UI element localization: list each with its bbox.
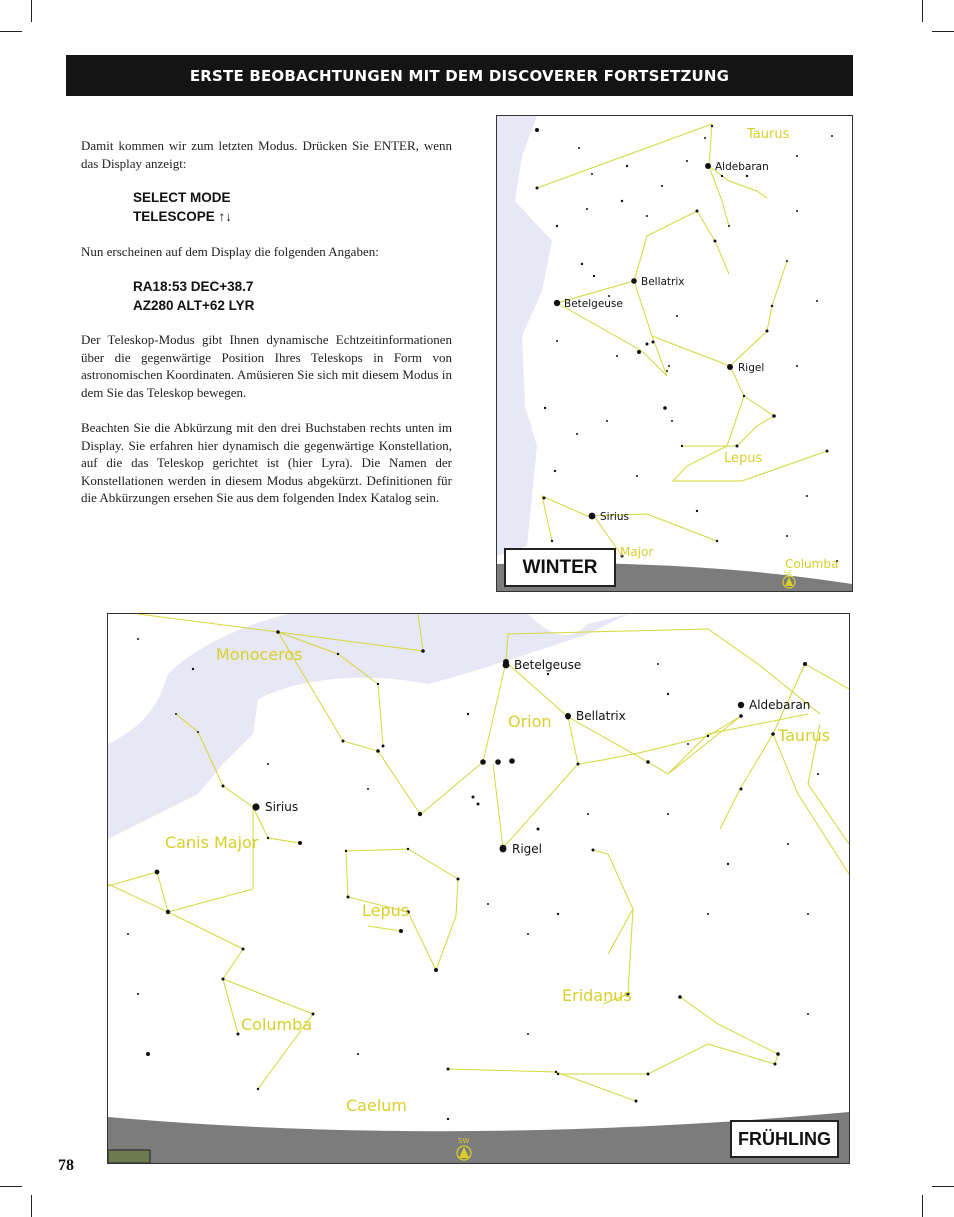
display-line: TELESCOPE ↑↓ — [133, 209, 233, 224]
display-readout-select-mode — [133, 188, 232, 226]
crop-mark — [922, 1195, 923, 1217]
star-bellatrix-marker — [565, 713, 571, 719]
constellation-label: Monoceros — [216, 645, 303, 664]
constellation-label: Eridanus — [562, 986, 632, 1005]
star-betelgeuse-marker — [503, 662, 510, 669]
constellation-label: Taurus — [747, 127, 790, 142]
winter-star-map — [496, 115, 853, 592]
paragraph-abbreviation: Beachten Sie die Abkürzung mit den drei Buchstaben rechts unten im Display. Sie erfahren hier dynamisch die gegenwärtige Konstellation, auf die das Teleskop gerichtet ist (hier Lyra). Die Namen der Konstellationen werden in diesem Modus abgekürzt. Definitionen für die Abkürzungen ersehen Sie aus dem folgenden Index Katalog sein. — [81, 420, 452, 505]
compass-direction: SE — [784, 569, 793, 577]
star-label: Betelgeuse — [514, 658, 582, 672]
milky-way-band — [497, 116, 552, 556]
crop-mark — [922, 0, 923, 22]
display-readout-coordinates — [133, 277, 254, 315]
crop-mark — [0, 1186, 22, 1187]
star-label: Sirius — [600, 511, 629, 523]
paragraph-display-info: Nun erscheinen auf dem Display die folgenden Angaben: — [81, 244, 379, 259]
crop-mark — [932, 1186, 954, 1187]
crop-mark — [31, 0, 32, 22]
display-line: RA18:53 DEC+38.7 — [133, 279, 254, 294]
star-label: Rigel — [512, 842, 543, 856]
paragraph-intro: Damit kommen wir zum letzten Modus. Drücken Sie ENTER, wenn das Display anzeigt: — [81, 138, 452, 171]
star-rigel-marker — [727, 364, 733, 370]
constellation-label: Columba — [241, 1015, 313, 1034]
winter-star-map-svg — [497, 116, 852, 591]
constellation-label: Lepus — [724, 451, 763, 466]
crop-mark — [0, 31, 22, 32]
display-line: SELECT MODE — [133, 190, 231, 205]
star-label: Aldebaran — [749, 698, 811, 712]
season-tag-winter: WINTER — [504, 548, 616, 587]
star-bellatrix-marker — [631, 278, 637, 284]
star-field — [535, 125, 838, 562]
star-sirius-marker — [252, 803, 259, 810]
constellation-label: Canis Major — [165, 833, 259, 852]
star-sirius-marker — [589, 513, 596, 520]
constellation-label: Orion — [508, 712, 552, 731]
constellation-label: Major — [620, 545, 654, 559]
constellation-lines — [537, 124, 827, 556]
constellation-label: Lepus — [362, 901, 410, 920]
star-rigel-marker — [500, 846, 507, 853]
star-aldebaran-marker — [705, 163, 711, 169]
display-line: AZ280 ALT+62 LYR — [133, 298, 255, 313]
star-betelgeuse-marker — [554, 300, 560, 306]
spring-star-map — [107, 613, 850, 1164]
star-label: Bellatrix — [641, 276, 685, 288]
constellation-label: Columba — [785, 557, 839, 571]
compass-direction: SW — [458, 1137, 470, 1145]
spring-star-map-svg — [108, 614, 849, 1163]
crop-mark — [932, 31, 954, 32]
paragraph-telescope-mode: Der Teleskop-Modus gibt Ihnen dynamische Echtzeitinformationen über die gegenwärtige Position Ihres Teleskops in Form von astronomischen Koordinaten. Amüsieren Sie sich mit diesem Modus in dem Sie das Teleskop bewegen. — [81, 332, 452, 400]
star-label: Aldebaran — [715, 161, 769, 173]
crop-mark — [31, 1195, 32, 1217]
display-corner-icon — [108, 1150, 150, 1163]
named-stars — [252, 662, 744, 853]
star-label: Sirius — [265, 800, 299, 814]
page-number: 78 — [58, 1157, 74, 1174]
season-tag-spring: FRÜHLING — [730, 1120, 839, 1158]
constellation-label: Caelum — [346, 1096, 407, 1115]
star-label: Betelgeuse — [564, 298, 623, 310]
section-header: ERSTE BEOBACHTUNGEN MIT DEM DISCOVERER FORTSETZUNG — [66, 55, 853, 96]
named-stars — [554, 163, 733, 519]
star-aldebaran-marker — [738, 702, 744, 708]
star-label: Bellatrix — [576, 709, 626, 723]
star-label: Rigel — [738, 362, 765, 374]
constellation-label: Taurus — [778, 726, 831, 745]
